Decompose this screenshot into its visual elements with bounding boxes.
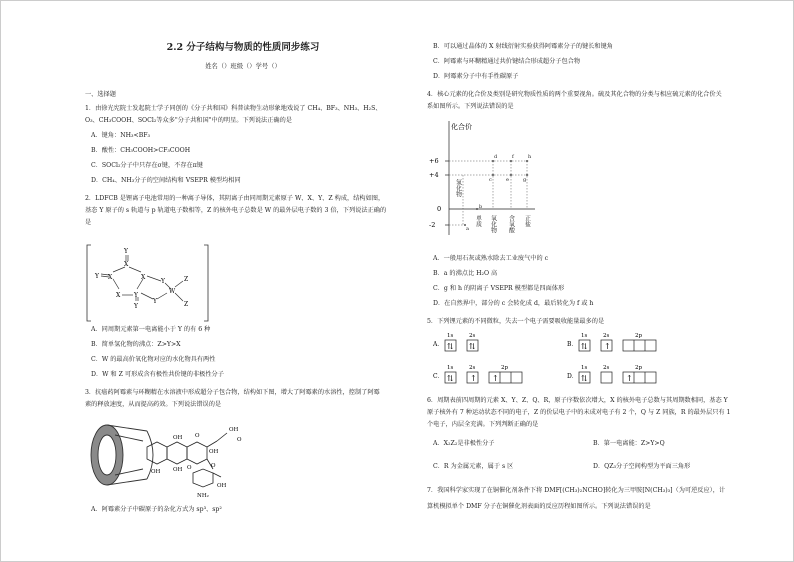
option-letter: C．	[433, 373, 444, 380]
point-label: f	[512, 154, 514, 160]
orbital-label: 1s	[447, 333, 454, 339]
orbital-label: 1s	[581, 365, 588, 371]
electron-arrow: ↑	[492, 374, 499, 383]
atom-label: Y	[134, 292, 138, 299]
atom-label: Y	[124, 248, 128, 255]
electron-arrow: ⇅	[581, 374, 588, 383]
q3-option-c: C．阿霉素与环糊精通过共价键结合形成超分子包合物	[433, 58, 581, 65]
q1-option-c: C．SOCl₂分子中只存在σ键，不存在π键	[91, 162, 203, 169]
atom-label: X	[108, 274, 113, 281]
orbital-label: 2s	[603, 333, 610, 339]
q6-stem-line2: 原子核外有 7 种运动状态不同的电子，Z 的价层电子中的未成对电子有 2 个，Q 与 Z 同族，R 的最外层只有 1	[427, 409, 731, 416]
q3-option-d: D．阿霉素分子中有手性碳原子	[433, 73, 519, 80]
atom-label: NH₂	[197, 493, 209, 499]
orbital-label: 1s	[581, 333, 588, 339]
point-label: c	[489, 177, 492, 183]
atom-label: O	[237, 437, 242, 443]
atom-label: Y	[161, 278, 165, 285]
option-letter: D．	[567, 373, 578, 380]
orbital-label: 2s	[469, 365, 476, 371]
orbital-label: 2s	[469, 333, 476, 339]
q4-valence-chart	[427, 117, 537, 247]
atom-label: OH	[209, 449, 219, 455]
orbital-diagram	[567, 331, 677, 355]
q3-option-a: A．阿霉素分子中碳原子的杂化方式为 sp³、sp²	[91, 506, 222, 513]
orbital-label: 2p	[635, 365, 643, 371]
atom-label: OH	[217, 483, 227, 489]
q2-stem-line1: 2．LDFCB 是锂离子电池常用的一种离子导体，其阴离子由同周期元素原子 W、X、Y、Z 构成，结构如图，	[85, 195, 385, 202]
q3-cyclodextrin-figure	[85, 417, 265, 499]
q3-option-b: B．可以通过晶体的 X 射线衍射实验获得阿霉素分子的键长和键角	[433, 43, 613, 50]
x-category-label: 氢化物	[454, 179, 462, 197]
q2-structure-figure	[85, 243, 210, 323]
orbital-diagram	[433, 363, 543, 387]
q5-option-b	[567, 331, 677, 358]
q5-stem: 5．下列锂元素的不同微粒，失去一个电子需要吸收能量最多的是	[427, 318, 605, 325]
q4-option-c: C．g 和 h 的阴离子 VSEPR 模型都是四面体形	[433, 285, 565, 292]
electron-arrow: ↑	[604, 342, 611, 351]
point-label: d	[494, 154, 498, 160]
atom-label: Y	[95, 273, 99, 280]
y-tick-label: +6	[429, 157, 439, 165]
atom-label: Z	[184, 301, 189, 308]
q2-stem-line2: 基态 Y 原子的 s 轨道与 p 轨道电子数相等，Z 的核外电子总数是 W 的最外层电子数的 3 倍，下列说法正确的	[85, 207, 387, 214]
x-category-label: 正盐	[523, 215, 531, 227]
point-label: g	[523, 177, 527, 183]
y-axis-label: 化合价	[451, 123, 472, 131]
x-category-label: 含氧酸	[507, 215, 515, 233]
atom-label: X	[124, 261, 129, 268]
q3-stem-line1: 3．抗癌药阿霉素与环糊精在水溶液中形成超分子包合物，结构如下图，增大了阿霉素的水溶性，控制了阿霉	[85, 389, 380, 396]
q6-option-c: C．R 为金属元素，属于 s 区	[433, 463, 514, 470]
section-heading: 一、选择题	[85, 91, 116, 98]
y-tick-label: -2	[429, 221, 436, 229]
atom-label: W	[169, 288, 176, 295]
atom-label: Z	[184, 276, 189, 283]
q4-option-a: A．一般用石灰或熟水除去工业废气中的 c	[433, 255, 549, 262]
electron-arrow: ⇅	[469, 342, 476, 351]
point-label: h	[528, 154, 532, 160]
point-label: a	[466, 226, 469, 232]
q3-stem-line2: 素的释放速度，从而提高药效。下列说法错误的是	[85, 401, 222, 408]
atom-label: Y	[134, 303, 138, 310]
atom-label: Y	[153, 298, 157, 305]
q1-option-a: A．键角：NH₃<BF₃	[91, 132, 151, 139]
x-category-label: 氧化物	[489, 215, 497, 233]
q4-option-b: B．a 的沸点比 H₂O 高	[433, 270, 498, 277]
orbital-label: 1s	[447, 365, 454, 371]
option-letter: A．	[433, 341, 444, 348]
point-label: e	[506, 177, 509, 183]
q2-option-b: B．简单氢化物的沸点：Z>Y>X	[91, 341, 181, 348]
q6-option-d: D．QZ₃分子空间构型为平面三角形	[593, 463, 691, 470]
atom-label: O	[195, 433, 200, 439]
q5-option-a	[433, 331, 513, 358]
point-label: b	[479, 204, 483, 210]
q1-stem-line2: O₃、CH₃COOH、SOCl₂等众多"分子共和国"中的明星。下列说法正确的是	[85, 117, 292, 124]
q6-stem-line3: 个电子，内层全充满。下列判断正确的是	[427, 421, 539, 428]
atom-label: OH	[151, 469, 161, 475]
q2-option-d: D．W 和 Z 可形成含有极性共价键的非极性分子	[91, 371, 224, 378]
orbital-label: 2p	[501, 365, 509, 371]
y-tick-label: +4	[429, 171, 439, 179]
q1-option-d: D．CH₄、NH₃分子的空间结构和 VSEPR 模型均相同	[91, 177, 241, 184]
page-title: 2.2 分子结构与物质的性质同步练习	[166, 42, 320, 53]
q5-option-d	[567, 363, 677, 390]
electron-arrow: ↑	[470, 374, 477, 383]
q6-option-b: B．第一电离能：Z>Y>Q	[593, 440, 665, 447]
q7-stem-line2: 算机模拟单个 DMF 分子在铜催化剂表面的反应历程如图所示。下列说法错误的是	[427, 503, 651, 510]
option-letter: B．	[567, 341, 578, 348]
q5-option-c	[433, 363, 543, 390]
x-category-label: 单质	[474, 215, 482, 227]
electron-arrow: ↑	[626, 374, 633, 383]
q4-option-d: D．在自然界中，部分的 c 会转化成 d，最后转化为 f 或 h	[433, 300, 594, 307]
q6-option-a: A．X₂Z₂是非极性分子	[433, 440, 495, 447]
q2-option-a: A．同周期元素第一电离能小于 Y 的有 6 种	[91, 326, 211, 333]
y-tick-label: 0	[437, 205, 442, 213]
electron-arrow: ⇅	[447, 342, 454, 351]
orbital-diagram	[567, 363, 677, 387]
q2-option-c: C．W 的最高价氧化物对应的水化物具有两性	[91, 356, 216, 363]
atom-label: OH	[173, 467, 183, 473]
q4-stem-line1: 4．核心元素的化合价及类别是研究物质性质的两个重要视角。硫及其化合物的分类与相应硫元素的化合价关	[427, 91, 722, 98]
atom-label: O	[187, 465, 192, 471]
q1-stem-line1: 1．由徐光宪院士发起院士学子同创的《分子共和国》科普读物生动形象地戏说了 CH₄、BF₃、NH₃、H₂S、	[85, 105, 382, 112]
atom-label: O	[211, 463, 216, 469]
atom-label: OH	[229, 427, 239, 433]
atom-label: X	[116, 292, 121, 299]
q7-stem-line1: 7．我国科学家实现了在铜催化剂条件下将 DMF[(CH₃)₂NCHO]转化为三甲胺[N(CH₃)₃]（为可逆反应），计	[427, 487, 726, 494]
orbital-label: 2p	[635, 333, 643, 339]
orbital-label: 2s	[603, 365, 610, 371]
q1-option-b: B．酸性：CH₃COOH>CF₃COOH	[91, 147, 191, 154]
orbital-diagram	[433, 331, 513, 355]
atom-label: X	[141, 274, 146, 281]
electron-arrow: ⇅	[447, 374, 454, 383]
q2-stem-line3: 是	[85, 219, 92, 226]
student-info: 姓名（）班级（）学号（）	[205, 63, 281, 70]
q4-stem-line2: 系如图所示。下列说法错误的是	[427, 103, 514, 110]
q6-stem-line1: 6．周期表前四周期的元素 X、Y、Z、Q、R，原子序数依次增大，X 的核外电子总数与其周期数相同，基态 Y	[427, 397, 728, 404]
atom-label: OH	[173, 435, 183, 441]
electron-arrow: ⇅	[581, 342, 588, 351]
